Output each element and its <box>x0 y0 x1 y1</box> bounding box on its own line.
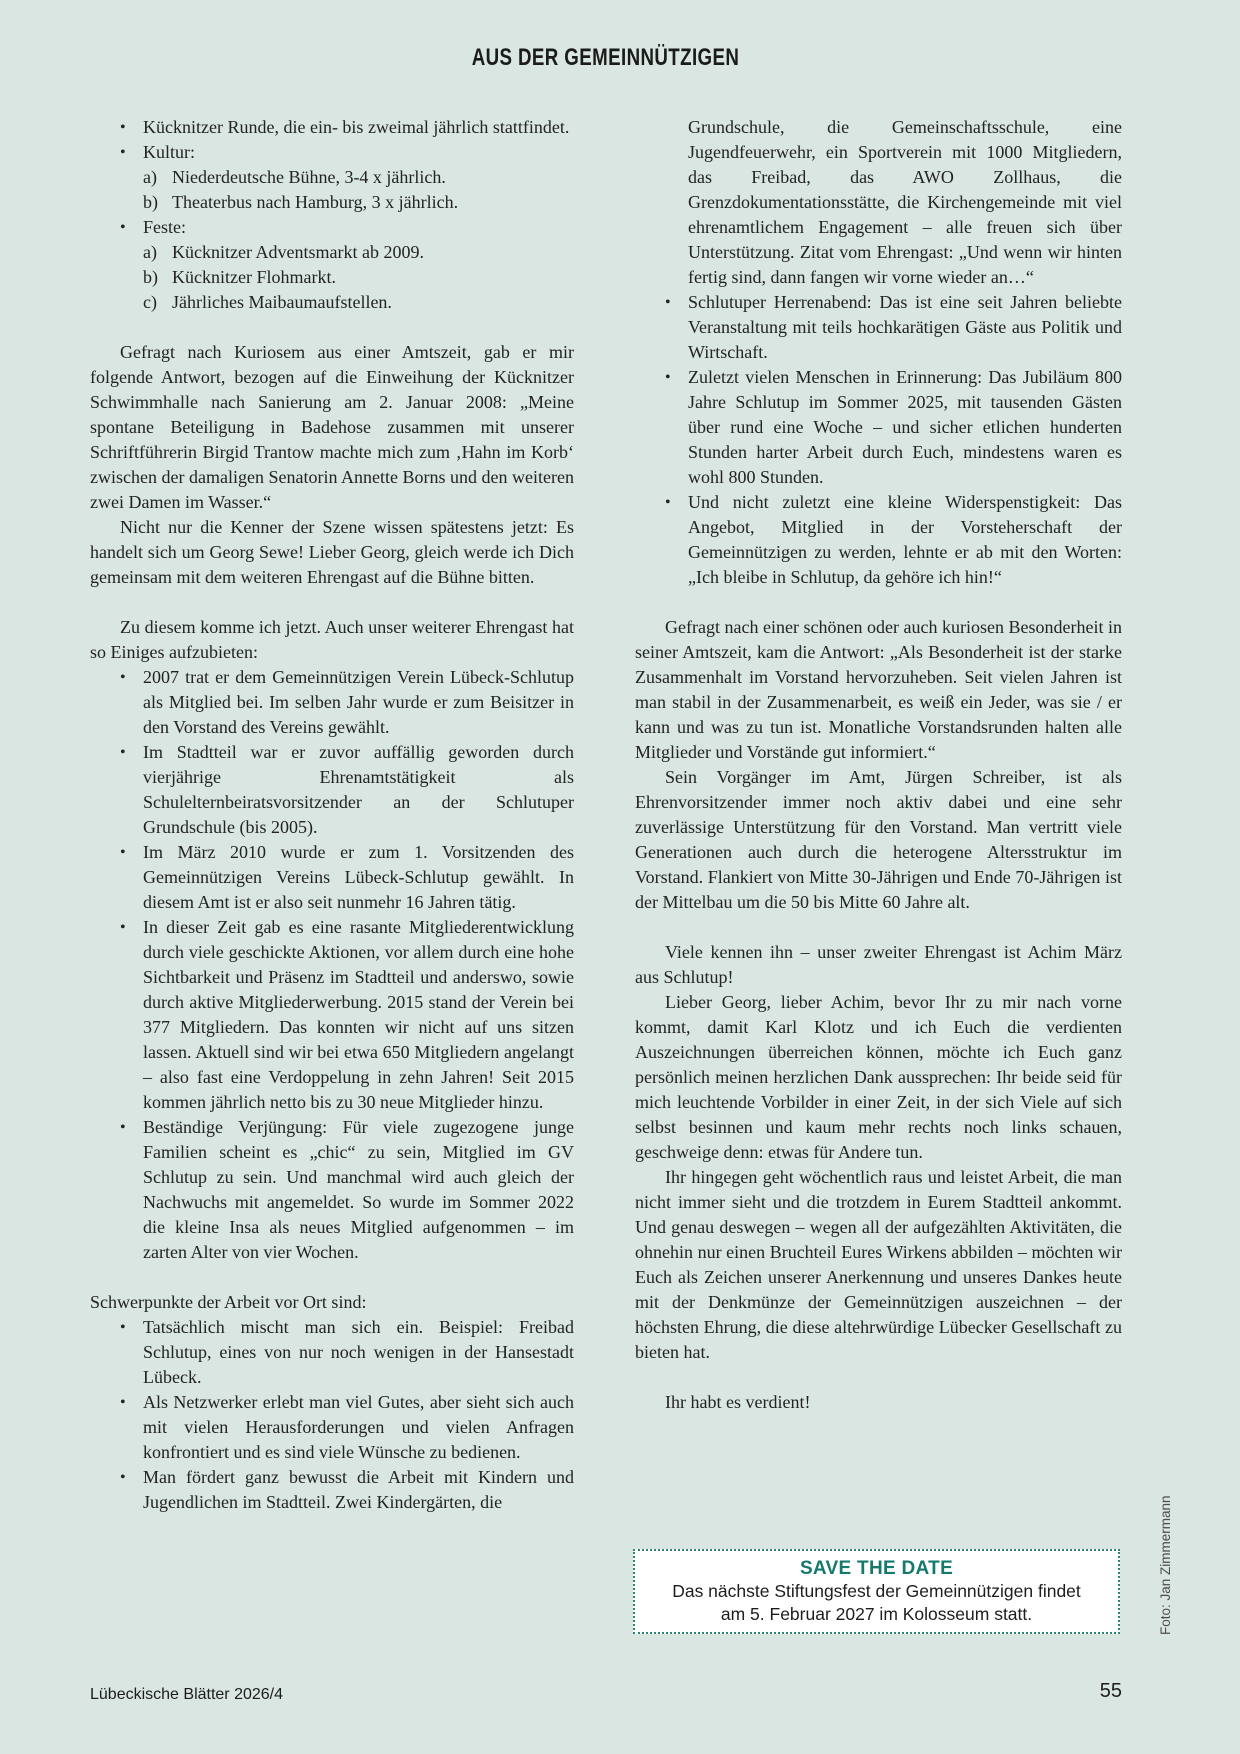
bullet-item <box>90 1390 574 1465</box>
sub-item-text: Jährliches Maibaumaufstellen. <box>172 292 392 312</box>
sub-item-label: b) <box>143 267 158 287</box>
left-column <box>90 115 574 1515</box>
paragraph: Gefragt nach Kuriosem aus einer Amtszeit, gab er mir folgende Antwort, bezogen auf die Einweihung der Kücknitzer Schwimmhalle nach Sanierung am 2. Januar 2008: „Meine spontane Beteiligung in Badehose zusammen mit unserer Schriftführerin Birgid Trantow machte mich zum ‚Hahn im Korb‘ zwischen der damaligen Senatorin Annette Borns und den weiteren zwei Damen im Wasser.“ <box>90 342 574 512</box>
save-the-date-title: SAVE THE DATE <box>799 1558 954 1579</box>
bullet-text: Im März 2010 wurde er zum 1. Vorsitzenden des Gemeinnützigen Vereins Lübeck-Schlutup gewählt. In diesem Amt ist er also seit nunmehr 16 Jahren tätig. <box>143 842 574 912</box>
paragraph: Sein Vorgänger im Amt, Jürgen Schreiber, ist als Ehrenvorsitzender immer noch aktiv dabei und eine sehr zuverlässige Unterstützung für den Vorstand. Man vertritt viele Generationen auch durch die heterogene Altersstruktur im Vorstand. Flankiert von Mitte 30-Jährigen und Ende 70-Jährigen ist der Mittelbau um die 50 bis Mitte 60 Jahre alt. <box>635 767 1122 912</box>
bullet-icon: • <box>120 144 126 161</box>
closing-line: Ihr habt es verdient! <box>665 1392 811 1412</box>
bullet-text: Und nicht zuletzt eine kleine Widerspenstigkeit: Das Angebot, Mitglied in der Vorsteherschaft der Gemeinnützigen zu werden, lehnte er ab mit den Worten: „Ich bleibe in Schlutup, da gehöre ich hin!“ <box>688 492 1122 587</box>
bullet-item <box>90 1115 574 1265</box>
sub-item-label: c) <box>143 292 157 312</box>
bullet-text: Beständige Verjüngung: Für viele zugezogene junge Familien scheint es „chic“ zu sein, Mitglied im GV Schlutup zu sein. Und manchmal wird auch gleich der Nachwuchs mit angemeldet. So wurde im Sommer 2022 die kleine Insa als neues Mitglied aufgenommen – im zarten Alter von vier Wochen. <box>143 1117 574 1262</box>
save-the-date-line2: am 5. Februar 2027 im Kolosseum statt. <box>720 1604 1033 1624</box>
lead-in-line: Schwerpunkte der Arbeit vor Ort sind: <box>90 1292 367 1312</box>
sub-item <box>90 240 574 265</box>
bullet-item <box>635 490 1122 590</box>
paragraph: Lieber Georg, lieber Achim, bevor Ihr zu mir nach vorne kommt, damit Karl Klotz und ich Euch die verdienten Auszeichnungen überreichen können, möchte ich Euch ganz persönlich meinen herzlichen Dank aussprechen: Ihr beide seid für mich leuchtende Vorbilder in einer Zeit, in der sich Viele auf sich selbst besinnen und kaum mehr rechts noch links schauen, geschweige denn: etwas für Andere tun. <box>635 992 1122 1162</box>
bullet-item <box>90 740 574 840</box>
bullet-icon: • <box>665 294 671 311</box>
bullet-text: Kücknitzer Runde, die ein- bis zweimal jährlich stattfindet. <box>143 117 570 137</box>
page-number: 55 <box>1099 1680 1122 1702</box>
bullet-icon: • <box>120 1319 126 1336</box>
bullet-icon: • <box>120 219 126 236</box>
sub-item-text: Theaterbus nach Hamburg, 3 x jährlich. <box>172 192 459 212</box>
bullet-text: Schlutuper Herrenabend: Das ist eine seit Jahren beliebte Veranstaltung mit teils hochkarätigen Gäste aus Politik und Wirtschaft. <box>688 292 1122 362</box>
bullet-icon: • <box>120 669 126 686</box>
paragraph: Zu diesem komme ich jetzt. Auch unser weiterer Ehrengast hat so Einiges aufzubieten: <box>90 617 574 662</box>
bullet-text: Tatsächlich mischt man sich ein. Beispiel: Freibad Schlutup, eines von nur noch wenigen in der Hansestadt Lübeck. <box>143 1317 574 1387</box>
paragraph-spacer <box>90 1265 574 1290</box>
bullet-icon: • <box>120 1394 126 1411</box>
paragraph: Gefragt nach einer schönen oder auch kuriosen Besonderheit in seiner Amtszeit, kam die Antwort: „Als Besonderheit ist der starke Zusammenhalt im Vorstand hervorzuheben. Seit vielen Jahren ist man stabil in der Zusammenarbeit, es weiß ein Jeder, was sie / er kann und was zu tun ist. Monatliche Vorstandsrunden halten alle Mitglieder und Vorstände gut informiert.“ <box>635 617 1122 762</box>
bullet-item <box>90 665 574 740</box>
bullet-text: Kultur: <box>143 142 195 162</box>
sub-item-label: a) <box>143 167 157 187</box>
paragraph: Ihr hingegen geht wöchentlich raus und leistet Arbeit, die man nicht immer sieht und die trotzdem in Eurem Stadtteil ankommt. Und genau deswegen – wegen all der aufgezählten Aktivitäten, die ohnehin nur einen Bruchteil Eures Wirkens abbilden – möchten wir Euch als Zeichen unserer Anerkennung und unseres Dankes heute mit der Denkmünze der Gemeinnützigen auszeichnen – der höchsten Ehrung, die diese altehrwürdige Lübecker Gesellschaft zu bieten hat. <box>635 1167 1122 1362</box>
bullet-icon: • <box>120 844 126 861</box>
sub-item-label: b) <box>143 192 158 212</box>
paragraph: Viele kennen ihn – unser zweiter Ehrengast ist Achim März aus Schlutup! <box>635 942 1122 987</box>
section-title: AUS DER GEMEINNÜTZIGEN <box>472 44 740 71</box>
right-column <box>635 115 1122 1415</box>
bullet-icon: • <box>120 919 126 936</box>
bullet-icon: • <box>665 494 671 511</box>
bullet-item <box>90 1465 574 1515</box>
sub-item-label: a) <box>143 242 157 262</box>
sub-item-text: Niederdeutsche Bühne, 3-4 x jährlich. <box>172 167 446 187</box>
bullet-item <box>635 365 1122 490</box>
paragraph: Nicht nur die Kenner der Szene wissen spätestens jetzt: Es handelt sich um Georg Sewe! Lieber Georg, gleich werde ich Dich gemeinsam mit dem weiteren Ehrengast auf die Bühne bitten. <box>90 517 574 587</box>
sub-item <box>90 190 574 215</box>
bullet-text: Feste: <box>143 217 186 237</box>
paragraph-spacer <box>635 1365 1122 1390</box>
bullet-text: In dieser Zeit gab es eine rasante Mitgliederentwicklung durch viele geschickte Aktionen, vor allem durch eine hohe Sichtbarkeit und Präsenz im Stadtteil und anderswo, sowie durch aktive Mitgliederwerbung. 2015 stand der Verein bei 377 Mitgliedern. Das konnten wir nicht auf uns sitzen lassen. Aktuell sind wir bei etwa 650 Mitgliedern angelangt – also fast eine Verdoppelung in zehn Jahren! Seit 2015 kommen jährlich netto bis zu 30 neue Mitglieder hinzu. <box>143 917 574 1112</box>
bullet-item <box>90 140 574 165</box>
save-the-date-line1: Das nächste Stiftungsfest der Gemeinnützigen findet <box>672 1581 1081 1601</box>
bullet-icon: • <box>120 1469 126 1486</box>
bullet-icon: • <box>120 1119 126 1136</box>
sub-item-text: Kücknitzer Flohmarkt. <box>172 267 336 287</box>
sub-item <box>90 265 574 290</box>
bullet-icon: • <box>120 119 126 136</box>
bullet-item <box>90 915 574 1115</box>
bullet-icon: • <box>120 744 126 761</box>
bullet-item <box>635 290 1122 365</box>
paragraph-spacer <box>635 590 1122 615</box>
bullet-item <box>90 115 574 140</box>
save-the-date-box <box>633 1549 1120 1634</box>
sub-item-text: Kücknitzer Adventsmarkt ab 2009. <box>172 242 424 262</box>
sub-item <box>90 290 574 315</box>
bullet-text: Zuletzt vielen Menschen in Erinnerung: Das Jubiläum 800 Jahre Schlutup im Sommer 2025, mit tausenden Gästen über rund eine Woche – und sicher etlichen hunderten Stunden harter Arbeit durch Euch, mindestens waren es wohl 800 Stunden. <box>688 367 1122 487</box>
bullet-item <box>90 1315 574 1390</box>
bullet-item <box>90 215 574 240</box>
bullet-text: Als Netzwerker erlebt man viel Gutes, aber sieht sich auch mit vielen Herausforderungen und vielen Anfragen konfrontiert und es sind viele Wünsche zu bedienen. <box>143 1392 574 1462</box>
paragraph-spacer <box>90 590 574 615</box>
journal-name: Lübeckische Blätter 2026/4 <box>90 1686 284 1703</box>
bullet-icon: • <box>665 369 671 386</box>
photo-credit: Foto: Jan Zimmermann <box>1158 1495 1173 1635</box>
paragraph-spacer <box>635 915 1122 940</box>
bullet-text: 2007 trat er dem Gemeinnützigen Verein Lübeck-Schlutup als Mitglied bei. Im selben Jahr wurde er zum Beisitzer in den Vorstand des Vereins gewählt. <box>143 667 574 737</box>
page-header <box>90 44 1122 72</box>
paragraph-spacer <box>90 315 574 340</box>
bullet-continuation-text: Grundschule, die Gemeinschaftsschule, eine Jugendfeuerwehr, ein Sportverein mit 1000 Mitgliedern, das Freibad, das AWO Zollhaus, die Grenzdokumentationsstätte, die Kirchengemeinde mit viel ehrenamtlichem Engagement – alle freuen sich über Unterstützung. Zitat vom Ehrengast: „Und wenn wir hinten fertig sind, dann fangen wir vorne wieder an…“ <box>688 117 1122 287</box>
bullet-text: Man fördert ganz bewusst die Arbeit mit Kindern und Jugendlichen im Stadtteil. Zwei Kindergärten, die <box>143 1467 574 1512</box>
bullet-item <box>90 840 574 915</box>
sub-item <box>90 165 574 190</box>
bullet-text: Im Stadtteil war er zuvor auffällig geworden durch vierjährige Ehrenamtstätigkeit als Schulelternbeiratsvorsitzender an der Schlutuper Grundschule (bis 2005). <box>143 742 574 837</box>
